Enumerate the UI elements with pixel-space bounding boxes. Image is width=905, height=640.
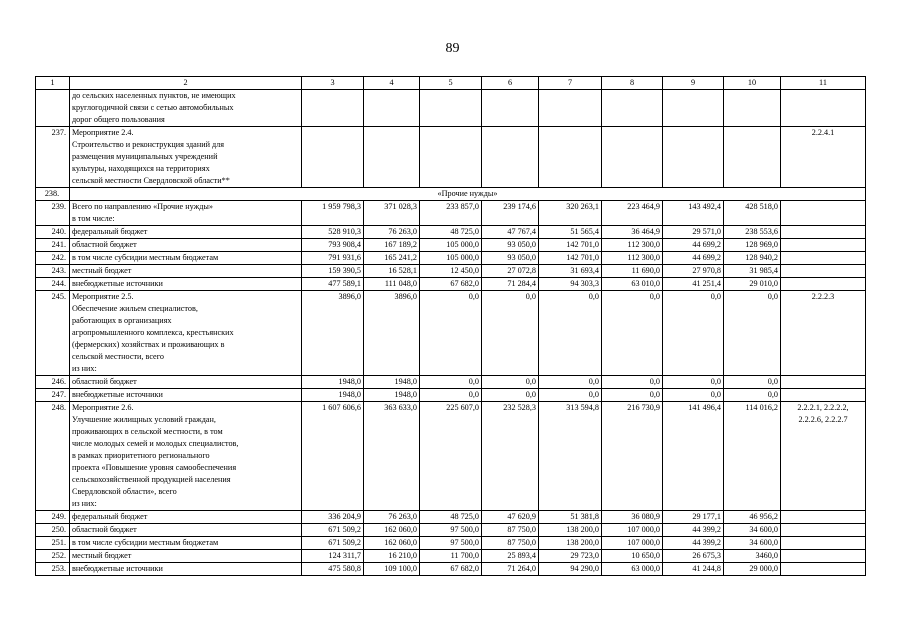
amount-cell: 76 263,0 — [364, 226, 420, 239]
amount-cell: 0,0 — [420, 291, 482, 376]
amount-cell: 124 311,7 — [302, 550, 364, 563]
amount-cell: 44 399,2 — [663, 537, 724, 550]
amount-cell: 0,0 — [420, 389, 482, 402]
amount-cell: 29 177,1 — [663, 511, 724, 524]
table-row — [36, 127, 866, 188]
target-indicator: 2.2.4.1 — [781, 127, 866, 188]
amount-cell: 87 750,0 — [482, 524, 539, 537]
amount-cell: 111 048,0 — [364, 278, 420, 291]
amount-cell: 336 204,9 — [302, 511, 364, 524]
amount-cell: 71 284,4 — [482, 278, 539, 291]
amount-cell: 11 690,0 — [602, 265, 663, 278]
row-number: 244. — [36, 278, 70, 291]
row-name: до сельских населенных пунктов, не имеющих круглогодичной связи с сетью автомобильных дорог общего пользования — [70, 90, 302, 127]
column-header: 6 — [482, 77, 539, 90]
table-row — [36, 278, 866, 291]
column-header: 3 — [302, 77, 364, 90]
amount-cell: 159 390,5 — [302, 265, 364, 278]
amount-cell: 0,0 — [724, 376, 781, 389]
target-indicator — [781, 563, 866, 576]
amount-cell: 16 210,0 — [364, 550, 420, 563]
amount-cell: 48 725,0 — [420, 226, 482, 239]
table-row — [36, 402, 866, 511]
row-number: 243. — [36, 265, 70, 278]
amount-cell: 0,0 — [482, 389, 539, 402]
target-indicator — [781, 278, 866, 291]
amount-cell: 475 580,8 — [302, 563, 364, 576]
row-number: 242. — [36, 252, 70, 265]
amount-cell: 320 263,1 — [539, 201, 602, 226]
amount-cell: 671 509,2 — [302, 537, 364, 550]
amount-cell: 93 050,0 — [482, 239, 539, 252]
amount-cell: 51 565,4 — [539, 226, 602, 239]
row-name: областной бюджет — [70, 376, 302, 389]
amount-cell: 138 200,0 — [539, 524, 602, 537]
amount-cell: 29 571,0 — [663, 226, 724, 239]
row-number: 239. — [36, 201, 70, 226]
row-name: Мероприятие 2.4. Строительство и реконструкция зданий для размещения муниципальных учреждений культуры, находящихся на территориях сельской местности Свердловской области** — [70, 127, 302, 188]
amount-cell: 10 650,0 — [602, 550, 663, 563]
amount-cell: 223 464,9 — [602, 201, 663, 226]
target-indicator: 2.2.2.1, 2.2.2.2, 2.2.2.6, 2.2.2.7 — [781, 402, 866, 511]
row-name: в том числе субсидии местным бюджетам — [70, 252, 302, 265]
table-row — [36, 265, 866, 278]
amount-cell: 0,0 — [539, 389, 602, 402]
row-number: 240. — [36, 226, 70, 239]
amount-cell: 109 100,0 — [364, 563, 420, 576]
budget-table — [35, 76, 866, 576]
row-number: 245. — [36, 291, 70, 376]
amount-cell: 0,0 — [602, 389, 663, 402]
table-row — [36, 563, 866, 576]
amount-cell: 114 016,2 — [724, 402, 781, 511]
row-number — [36, 90, 70, 127]
table-header-row — [36, 77, 866, 90]
amount-cell: 0,0 — [539, 291, 602, 376]
table-row — [36, 389, 866, 402]
amount-cell: 239 174,6 — [482, 201, 539, 226]
row-number: 247. — [36, 389, 70, 402]
amount-cell: 31 693,4 — [539, 265, 602, 278]
row-name: внебюджетные источники — [70, 389, 302, 402]
amount-cell: 1 959 798,3 — [302, 201, 364, 226]
row-number: 246. — [36, 376, 70, 389]
amount-cell: 671 509,2 — [302, 524, 364, 537]
amount-cell: 0,0 — [724, 389, 781, 402]
row-number: 252. — [36, 550, 70, 563]
amount-cell — [539, 127, 602, 188]
target-indicator — [781, 265, 866, 278]
row-name: областной бюджет — [70, 524, 302, 537]
row-number: 250. — [36, 524, 70, 537]
target-indicator — [781, 389, 866, 402]
target-indicator — [781, 226, 866, 239]
row-name: Мероприятие 2.5. Обеспечение жильем специалистов, работающих в организациях агропромышленного комплекса, крестьянских (фермерских) хозяйствах и проживающих в сельской местности, всего из них: — [70, 291, 302, 376]
amount-cell — [663, 127, 724, 188]
amount-cell: 67 682,0 — [420, 278, 482, 291]
row-name: областной бюджет — [70, 239, 302, 252]
amount-cell: 76 263,0 — [364, 511, 420, 524]
column-header: 4 — [364, 77, 420, 90]
amount-cell: 34 600,0 — [724, 524, 781, 537]
amount-cell: 47 767,4 — [482, 226, 539, 239]
section-row — [36, 188, 866, 201]
amount-cell: 107 000,0 — [602, 524, 663, 537]
amount-cell: 142 701,0 — [539, 239, 602, 252]
target-indicator — [781, 201, 866, 226]
table-row — [36, 524, 866, 537]
amount-cell: 29 010,0 — [724, 278, 781, 291]
target-indicator — [781, 550, 866, 563]
amount-cell: 47 620,9 — [482, 511, 539, 524]
amount-cell: 0,0 — [420, 376, 482, 389]
table-row — [36, 511, 866, 524]
amount-cell: 0,0 — [482, 376, 539, 389]
amount-cell: 41 244,8 — [663, 563, 724, 576]
amount-cell — [364, 90, 420, 127]
amount-cell: 791 931,6 — [302, 252, 364, 265]
amount-cell: 44 399,2 — [663, 524, 724, 537]
amount-cell: 93 050,0 — [482, 252, 539, 265]
column-header: 8 — [602, 77, 663, 90]
amount-cell: 63 000,0 — [602, 563, 663, 576]
amount-cell: 167 189,2 — [364, 239, 420, 252]
amount-cell: 67 682,0 — [420, 563, 482, 576]
amount-cell: 0,0 — [663, 376, 724, 389]
amount-cell: 94 290,0 — [539, 563, 602, 576]
amount-cell: 112 300,0 — [602, 252, 663, 265]
amount-cell: 29 000,0 — [724, 563, 781, 576]
amount-cell: 528 910,3 — [302, 226, 364, 239]
row-name: внебюджетные источники — [70, 563, 302, 576]
amount-cell — [482, 90, 539, 127]
row-name: федеральный бюджет — [70, 511, 302, 524]
amount-cell: 29 723,0 — [539, 550, 602, 563]
amount-cell: 1948,0 — [364, 389, 420, 402]
amount-cell: 0,0 — [724, 291, 781, 376]
amount-cell: 44 699,2 — [663, 252, 724, 265]
amount-cell: 0,0 — [602, 291, 663, 376]
amount-cell: 162 060,0 — [364, 524, 420, 537]
target-indicator — [781, 537, 866, 550]
row-number: 253. — [36, 563, 70, 576]
amount-cell: 363 633,0 — [364, 402, 420, 511]
amount-cell — [302, 90, 364, 127]
amount-cell: 12 450,0 — [420, 265, 482, 278]
amount-cell: 0,0 — [602, 376, 663, 389]
table-row — [36, 376, 866, 389]
amount-cell: 0,0 — [539, 376, 602, 389]
amount-cell: 0,0 — [482, 291, 539, 376]
amount-cell: 27 970,8 — [663, 265, 724, 278]
amount-cell — [420, 90, 482, 127]
amount-cell: 143 492,4 — [663, 201, 724, 226]
amount-cell: 107 000,0 — [602, 537, 663, 550]
amount-cell: 128 969,0 — [724, 239, 781, 252]
amount-cell: 232 528,3 — [482, 402, 539, 511]
amount-cell: 63 010,0 — [602, 278, 663, 291]
table-row — [36, 201, 866, 226]
amount-cell: 26 675,3 — [663, 550, 724, 563]
amount-cell: 94 303,3 — [539, 278, 602, 291]
amount-cell: 41 251,4 — [663, 278, 724, 291]
amount-cell: 233 857,0 — [420, 201, 482, 226]
amount-cell — [724, 90, 781, 127]
amount-cell: 3896,0 — [302, 291, 364, 376]
column-header: 11 — [781, 77, 866, 90]
amount-cell: 25 893,4 — [482, 550, 539, 563]
amount-cell: 97 500,0 — [420, 524, 482, 537]
column-header: 5 — [420, 77, 482, 90]
row-number: 241. — [36, 239, 70, 252]
amount-cell: 46 956,2 — [724, 511, 781, 524]
amount-cell: 105 000,0 — [420, 252, 482, 265]
amount-cell — [364, 127, 420, 188]
amount-cell: 34 600,0 — [724, 537, 781, 550]
amount-cell: 1 607 606,6 — [302, 402, 364, 511]
amount-cell — [482, 127, 539, 188]
row-number: 249. — [36, 511, 70, 524]
table-row — [36, 252, 866, 265]
amount-cell: 36 080,9 — [602, 511, 663, 524]
table-row — [36, 550, 866, 563]
amount-cell: 105 000,0 — [420, 239, 482, 252]
amount-cell: 0,0 — [663, 291, 724, 376]
target-indicator — [781, 376, 866, 389]
amount-cell: 225 607,0 — [420, 402, 482, 511]
row-name: Мероприятие 2.6. Улучшение жилищных условий граждан, проживающих в сельской местности, в том числе молодых семей и молодых специалистов, в рамках приоритетного регионального проекта «Повышение уровня самообеспечения сельскохозяйственной продукцией населения Свердловской области», всего из них: — [70, 402, 302, 511]
amount-cell: 112 300,0 — [602, 239, 663, 252]
amount-cell — [602, 127, 663, 188]
amount-cell: 238 553,6 — [724, 226, 781, 239]
row-number: 251. — [36, 537, 70, 550]
target-indicator: 2.2.2.3 — [781, 291, 866, 376]
amount-cell: 165 241,2 — [364, 252, 420, 265]
table-row — [36, 90, 866, 127]
amount-cell — [724, 127, 781, 188]
amount-cell — [663, 90, 724, 127]
amount-cell: 313 594,8 — [539, 402, 602, 511]
target-indicator — [781, 90, 866, 127]
amount-cell: 48 725,0 — [420, 511, 482, 524]
amount-cell: 87 750,0 — [482, 537, 539, 550]
amount-cell: 1948,0 — [302, 389, 364, 402]
page-number: 89 — [445, 41, 460, 56]
column-header: 7 — [539, 77, 602, 90]
row-name: местный бюджет — [70, 550, 302, 563]
amount-cell: 128 940,2 — [724, 252, 781, 265]
amount-cell: 477 589,1 — [302, 278, 364, 291]
amount-cell: 16 528,1 — [364, 265, 420, 278]
amount-cell: 428 518,0 — [724, 201, 781, 226]
amount-cell — [602, 90, 663, 127]
target-indicator — [781, 511, 866, 524]
amount-cell: 3896,0 — [364, 291, 420, 376]
amount-cell: 27 072,8 — [482, 265, 539, 278]
row-number: 248. — [36, 402, 70, 511]
column-header: 1 — [36, 77, 70, 90]
amount-cell — [539, 90, 602, 127]
row-name: внебюджетные источники — [70, 278, 302, 291]
row-name: Всего по направлению «Прочие нужды» в том числе: — [70, 201, 302, 226]
amount-cell: 141 496,4 — [663, 402, 724, 511]
row-number: 238. — [36, 188, 70, 201]
amount-cell: 51 381,8 — [539, 511, 602, 524]
amount-cell: 793 908,4 — [302, 239, 364, 252]
target-indicator — [781, 524, 866, 537]
amount-cell: 162 060,0 — [364, 537, 420, 550]
column-header: 9 — [663, 77, 724, 90]
row-number: 237. — [36, 127, 70, 188]
row-name: в том числе субсидии местным бюджетам — [70, 537, 302, 550]
amount-cell: 142 701,0 — [539, 252, 602, 265]
column-header: 10 — [724, 77, 781, 90]
amount-cell: 371 028,3 — [364, 201, 420, 226]
amount-cell: 0,0 — [663, 389, 724, 402]
table-row — [36, 226, 866, 239]
target-indicator — [781, 239, 866, 252]
target-indicator — [781, 252, 866, 265]
amount-cell: 36 464,9 — [602, 226, 663, 239]
table-row — [36, 239, 866, 252]
amount-cell: 31 985,4 — [724, 265, 781, 278]
table-row — [36, 291, 866, 376]
amount-cell: 44 699,2 — [663, 239, 724, 252]
amount-cell: 71 264,0 — [482, 563, 539, 576]
amount-cell — [302, 127, 364, 188]
row-name: федеральный бюджет — [70, 226, 302, 239]
table-row — [36, 537, 866, 550]
amount-cell: 97 500,0 — [420, 537, 482, 550]
column-header: 2 — [70, 77, 302, 90]
amount-cell: 216 730,9 — [602, 402, 663, 511]
amount-cell: 1948,0 — [364, 376, 420, 389]
amount-cell: 1948,0 — [302, 376, 364, 389]
amount-cell: 138 200,0 — [539, 537, 602, 550]
amount-cell: 3460,0 — [724, 550, 781, 563]
amount-cell: 11 700,0 — [420, 550, 482, 563]
amount-cell — [420, 127, 482, 188]
section-title: «Прочие нужды» — [70, 188, 866, 201]
row-name: местный бюджет — [70, 265, 302, 278]
